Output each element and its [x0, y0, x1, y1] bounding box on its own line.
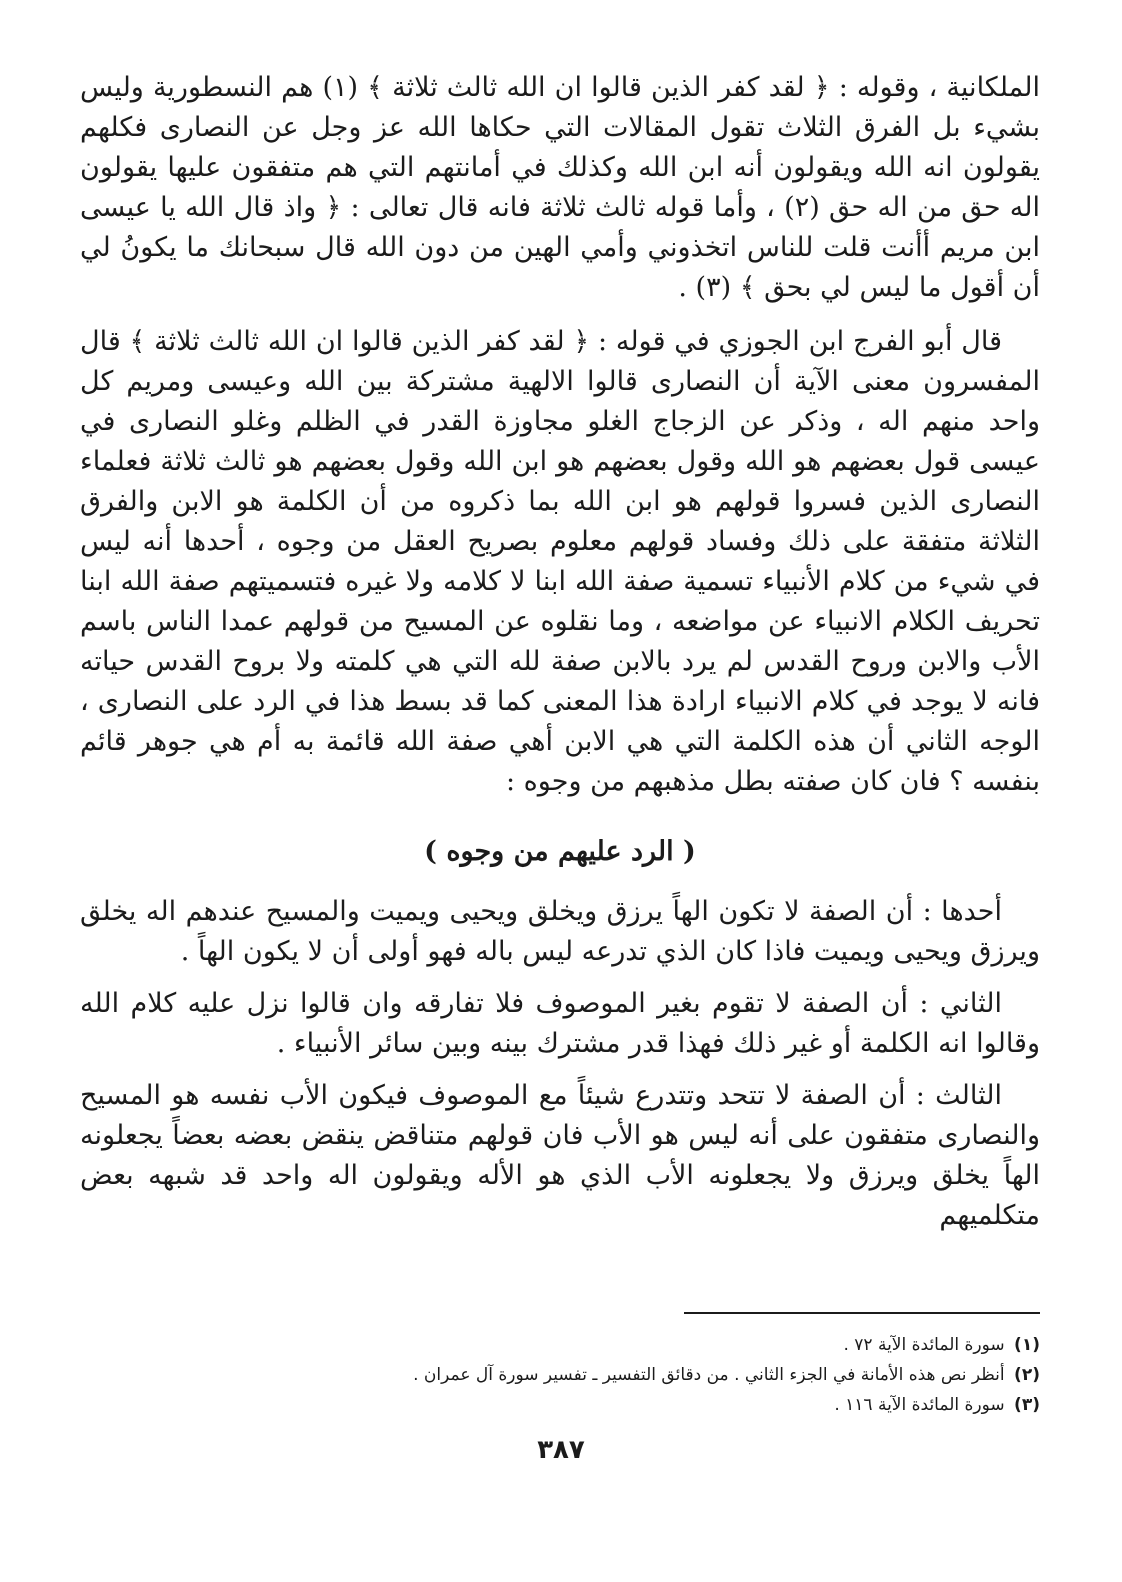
footnote-text: سورة المائدة الآية ٧٢ . — [843, 1335, 1005, 1355]
footnote-number: (٢) — [1014, 1365, 1040, 1385]
main-text — [80, 68, 1040, 1248]
footnote-3 — [80, 1390, 1040, 1420]
footnotes — [80, 1330, 1040, 1420]
footnote-1 — [80, 1330, 1040, 1360]
footnote-text: أنظر نص هذه الأمانة في الجزء الثاني . من دقائق التفسير ـ تفسير سورة آل عمران . — [413, 1365, 1005, 1385]
footnote-number: (٣) — [1014, 1395, 1040, 1415]
paragraph-2: قال أبو الفرج ابن الجوزي في قوله : ﴿ لقد كفر الذين قالوا ان الله ثالث ثلاثة ﴾ قال المفسرون معنى الآية أن النصارى قالوا الالهية مشتركة بين الله وعيسى ومريم كل واحد منهم اله ، وذكر عن الزجاج الغلو مجاوزة القدر في الظلم وغلو النصارى في عيسى قول بعضهم هو الله وقول بعضهم هو ابن الله وقول بعضهم هو ثالث ثلاثة فعلماء النصارى الذين فسروا قولهم هو ابن الله بما ذكروه من أن الكلمة هو الابن والفرق الثلاثة متفقة على ذلك وفساد قولهم معلوم بصريح العقل من وجوه ، أحدها أنه ليس في شيء من كلام الأنبياء تسمية صفة الله ابنا لا كلامه ولا غيره فتسميتهم صفة الله ابنا تحريف الكلام الانبياء عن مواضعه ، وما نقلوه عن المسيح من قولهم عمدا الناس باسم الأب والابن وروح القدس لم يرد بالابن صفة لله التي هي كلمته ولا بروح القدس حياته فانه لا يوجد في كلام الانبياء ارادة هذا المعنى كما قد بسط هذا في الرد على النصارى ، الوجه الثاني أن هذه الكلمة التي هي الابن أهي صفة الله قائمة به أم هي جوهر قائم بنفسه ؟ فان كان صفته بطل مذهبهم من وجوه : — [80, 326, 1040, 797]
page-number: ٣٨٧ — [537, 1435, 585, 1465]
section-heading: ( الرد عليهم من وجوه ) — [424, 836, 696, 867]
point-first: أحدها : أن الصفة لا تكون الهاً يرزق ويخلق ويحيى ويميت والمسيح عندهم اله يخلق ويرزق ويحيى ويميت فاذا كان الذي تدرعه ليس باله فهو أولى أن لا يكون الهاً . — [80, 896, 1040, 967]
point-second: الثاني : أن الصفة لا تقوم بغير الموصوف فلا تفارقه وان قالوا نزل عليه كلام الله وقالوا انه الكلمة أو غير ذلك فهذا قدر مشترك بينه وبين سائر الأنبياء . — [80, 988, 1040, 1059]
paragraph-1: الملكانية ، وقوله : ﴿ لقد كفر الذين قالوا ان الله ثالث ثلاثة ﴾ (١) هم النسطورية وليس بشيء بل الفرق الثلاث تقول المقالات التي حكاها الله عز وجل عن النصارى فكلهم يقولون انه الله ويقولون أنه ابن الله وكذلك في أمانتهم التي هم متفقون عليها يقولون اله حق من اله حق (٢) ، وأما قوله ثالث ثلاثة فانه قال تعالى : ﴿ واذ قال الله يا عيسى ابن مريم أأنت قلت للناس اتخذوني وأمي الهين من دون الله قال سبحانك ما يكونُ لي أن أقول ما ليس لي بحق ﴾ (٣) . — [80, 72, 1040, 303]
footnote-divider — [684, 1312, 1040, 1314]
footnote-text: سورة المائدة الآية ١١٦ . — [834, 1395, 1005, 1415]
footnote-2 — [80, 1360, 1040, 1390]
footnote-number: (١) — [1014, 1335, 1040, 1355]
point-third: الثالث : أن الصفة لا تتحد وتتدرع شيئاً مع الموصوف فيكون الأب نفسه هو المسيح والنصارى متفقون على أنه ليس هو الأب فان قولهم متناقض ينقض بعضه بعضاً يجعلونه الهاً يخلق ويرزق ولا يجعلونه الأب الذي هو الأله ويقولون اله واحد قد شبهه بعض متكلميهم — [80, 1080, 1040, 1231]
